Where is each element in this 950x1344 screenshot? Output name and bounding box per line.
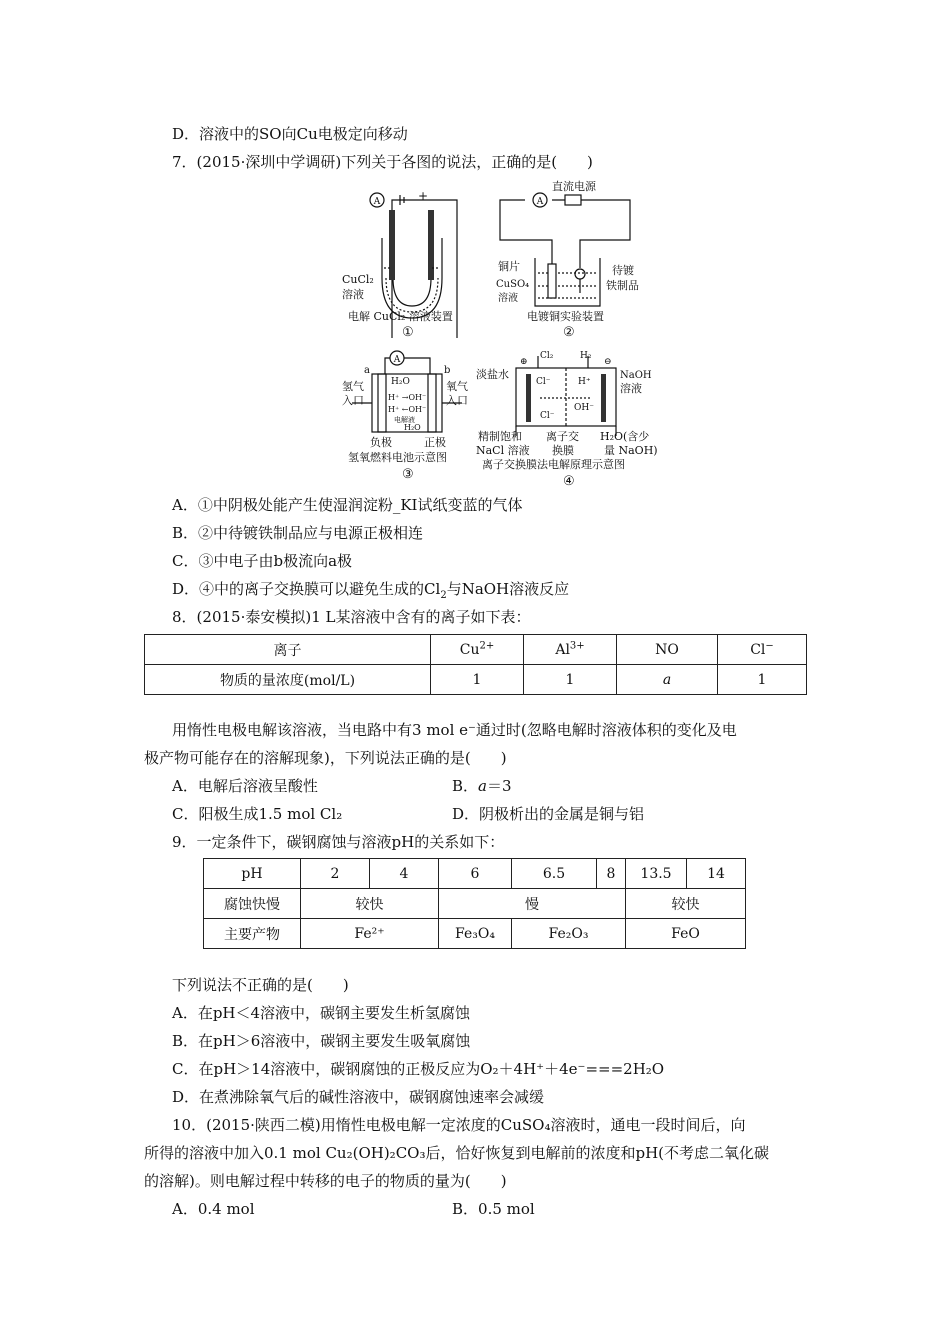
- d2-solution-label-2: 溶液: [498, 293, 518, 304]
- q9-option-d: D．在煮沸除氧气后的碱性溶液中，碳钢腐蚀速率会减缓: [172, 1088, 545, 1106]
- d4-naoh-2: 溶液: [620, 382, 642, 395]
- ammeter-2-label: A: [536, 197, 544, 207]
- d3-ions-1: H⁺ →OH⁻: [388, 393, 427, 402]
- d2-copper-label: 铜片: [498, 260, 520, 273]
- q10-line-1: 10．(2015·陕西二模)用惰性电极电解一定浓度的CuSO₄溶液时，通电一段时间后，向: [172, 1116, 746, 1134]
- q9-corrosion-table: [203, 858, 746, 949]
- q8-option-c: C．阳极生成1.5 mol Cl₂: [172, 805, 343, 823]
- table-cell: 6.5: [512, 859, 597, 889]
- q10-option-b: B．0.5 mol: [452, 1200, 535, 1218]
- d4-anode-sign: ⊕: [520, 357, 528, 367]
- table-row: [145, 665, 807, 695]
- d2-caption: 电镀铜实验装置: [527, 310, 604, 323]
- d2-power-label: 直流电源: [552, 180, 596, 193]
- d1-caption: 电解 CuCl₂ 溶液装置: [348, 310, 453, 323]
- d3-caption: 氢氧燃料电池示意图: [348, 451, 447, 464]
- d4-cl-ion-bottom: Cl⁻: [540, 411, 555, 421]
- d1-solution-label-2: 溶液: [342, 288, 364, 301]
- table-cell: Fe²⁺: [301, 919, 439, 949]
- d4-membrane-2: 换膜: [552, 444, 574, 457]
- q7-option-b: B．②中待镀铁制品应与电源正极相连: [172, 524, 424, 542]
- d4-membrane-1: 离子交: [546, 430, 579, 443]
- table-row: [204, 889, 746, 919]
- d4-number: ④: [563, 474, 575, 489]
- d4-caption: 离子交换膜法电解原理示意图: [482, 458, 625, 471]
- q7-option-a: A．①中阴极处能产生使湿润淀粉_KI试纸变蓝的气体: [172, 496, 523, 514]
- q9-option-a: A．在pH＜4溶液中，碳钢主要发生析氢腐蚀: [172, 1004, 471, 1022]
- d2-iron-label-2: 铁制品: [606, 279, 639, 292]
- d4-cl2: Cl₂: [540, 351, 554, 361]
- d3-h2-inlet-1: 氢气: [342, 380, 364, 393]
- d4-water-1: H₂O(含少: [600, 430, 650, 443]
- d3-h2o-top: H₂O: [391, 377, 410, 387]
- q8-stem: 8．(2015·泰安模拟)1 L某溶液中含有的离子如下表：: [172, 608, 531, 626]
- table-cell: 腐蚀快慢: [204, 889, 301, 919]
- d3-o2-inlet-2: 入口: [446, 394, 468, 407]
- table-cell: 4: [370, 859, 439, 889]
- table-cell: 2: [301, 859, 370, 889]
- d4-cl-ion: Cl⁻: [536, 377, 551, 387]
- d2-solution-label-1: CuSO₄: [496, 279, 530, 290]
- d2-number: ②: [563, 325, 575, 340]
- q10-line-2: 所得的溶液中加入0.1 mol Cu₂(OH)₂CO₃后，恰好恢复到电解前的浓度和pH(不考虑二氧化碳: [144, 1144, 770, 1162]
- q9-subquestion: 下列说法不正确的是( ): [172, 976, 349, 994]
- table-row: [145, 635, 807, 665]
- d4-cathode-sign: ⊖: [604, 357, 612, 367]
- q8-option-d: D．阴极析出的金属是铜与铝: [452, 805, 645, 823]
- q6-option-d: D．溶液中的SO向Cu电极定向移动: [172, 125, 408, 143]
- d3-electrode-a: a: [364, 365, 370, 376]
- q7-option-c: C．③中电子由b极流向a极: [172, 552, 353, 570]
- table-cell: 13.5: [626, 859, 687, 889]
- d4-h-ion: H⁺: [578, 377, 591, 387]
- d3-ions-2: H⁺ ←OH⁻: [388, 405, 427, 414]
- table-cell: a: [617, 665, 718, 695]
- table-cell: 慢: [439, 889, 626, 919]
- d3-electrolyte: 电解液: [394, 416, 415, 424]
- table-cell: 1: [718, 665, 807, 695]
- table-cell: $Cu^{2+}$: [431, 635, 524, 665]
- d4-h2: H₂: [580, 351, 592, 361]
- battery-plus-1: +: [418, 189, 429, 203]
- d2-iron-label-1: 待镀: [612, 264, 634, 277]
- d3-positive: 正极: [424, 436, 446, 449]
- ammeter-1-label: A: [373, 197, 381, 207]
- table-cell: Fe₃O₄: [439, 919, 512, 949]
- table-cell: 主要产物: [204, 919, 301, 949]
- table-cell: 1: [431, 665, 524, 695]
- q8-paragraph-2: 极产物可能存在的溶解现象)，下列说法正确的是( ): [144, 749, 507, 767]
- q9-option-b: B．在pH＞6溶液中，碳钢主要发生吸氧腐蚀: [172, 1032, 471, 1050]
- table-cell: Fe₂O₃: [512, 919, 626, 949]
- d3-o2-inlet-1: 氧气: [446, 380, 468, 393]
- q7-option-d: D．④中的离子交换膜可以避免生成的$Cl_2$与NaOH溶液反应: [172, 580, 570, 601]
- d4-inlet-2: NaCl 溶液: [476, 444, 530, 457]
- table-cell: 8: [597, 859, 626, 889]
- table-row: [204, 919, 746, 949]
- ammeter-3-label: A: [393, 355, 401, 365]
- q8-option-a: A．电解后溶液呈酸性: [172, 777, 318, 795]
- table-cell: 较快: [301, 889, 439, 919]
- d4-water-2: 量 NaOH): [604, 444, 658, 457]
- d3-negative: 负极: [370, 436, 392, 449]
- d4-inlet-1: 精制饱和: [478, 430, 522, 443]
- table-cell: $Al^{3+}$: [524, 635, 617, 665]
- d1-number: ①: [402, 325, 414, 340]
- q9-option-c: C．在pH＞14溶液中，碳钢腐蚀的正极反应为O₂＋4H⁺＋4e⁻===2H₂O: [172, 1060, 665, 1078]
- d1-solution-label-1: CuCl₂: [342, 273, 374, 286]
- diagram-4-ion-exchange: [516, 356, 616, 436]
- table-row: [204, 859, 746, 889]
- d4-naoh-1: NaOH: [620, 370, 652, 381]
- d4-oh-ion: OH⁻: [574, 403, 594, 413]
- table-cell: 物质的量浓度(mol/L): [145, 665, 431, 695]
- q8-paragraph-1: 用惰性电极电解该溶液，当电路中有3 mol e⁻通过时(忽略电解时溶液体积的变化及电: [172, 721, 737, 739]
- q10-line-3: 的溶解)。则电解过程中转移的电子的物质的量为( ): [144, 1172, 507, 1190]
- d3-number: ③: [402, 467, 414, 482]
- d3-h2o-bottom: H₂O: [404, 423, 421, 432]
- table-cell: 6: [439, 859, 512, 889]
- d4-brine: 淡盐水: [476, 368, 509, 381]
- table-cell: NO: [617, 635, 718, 665]
- q7-stem: 7．(2015·深圳中学调研)下列关于各图的说法，正确的是( ): [172, 153, 593, 171]
- table-cell: Cl−: [718, 635, 807, 665]
- table-cell: FeO: [626, 919, 746, 949]
- table-cell: 较快: [626, 889, 746, 919]
- d3-electrode-b: b: [444, 365, 451, 376]
- q7-figure: [0, 178, 950, 498]
- table-cell: 1: [524, 665, 617, 695]
- table-cell: 离子: [145, 635, 431, 665]
- q8-option-b: B．a＝3: [452, 777, 512, 795]
- q8-ion-table: [144, 634, 807, 695]
- q9-stem: 9．一定条件下，碳钢腐蚀与溶液pH的关系如下：: [172, 833, 505, 851]
- d3-h2-inlet-2: 入口: [342, 394, 364, 407]
- q10-option-a: A．0.4 mol: [172, 1200, 255, 1218]
- table-cell: pH: [204, 859, 301, 889]
- table-cell: 14: [687, 859, 746, 889]
